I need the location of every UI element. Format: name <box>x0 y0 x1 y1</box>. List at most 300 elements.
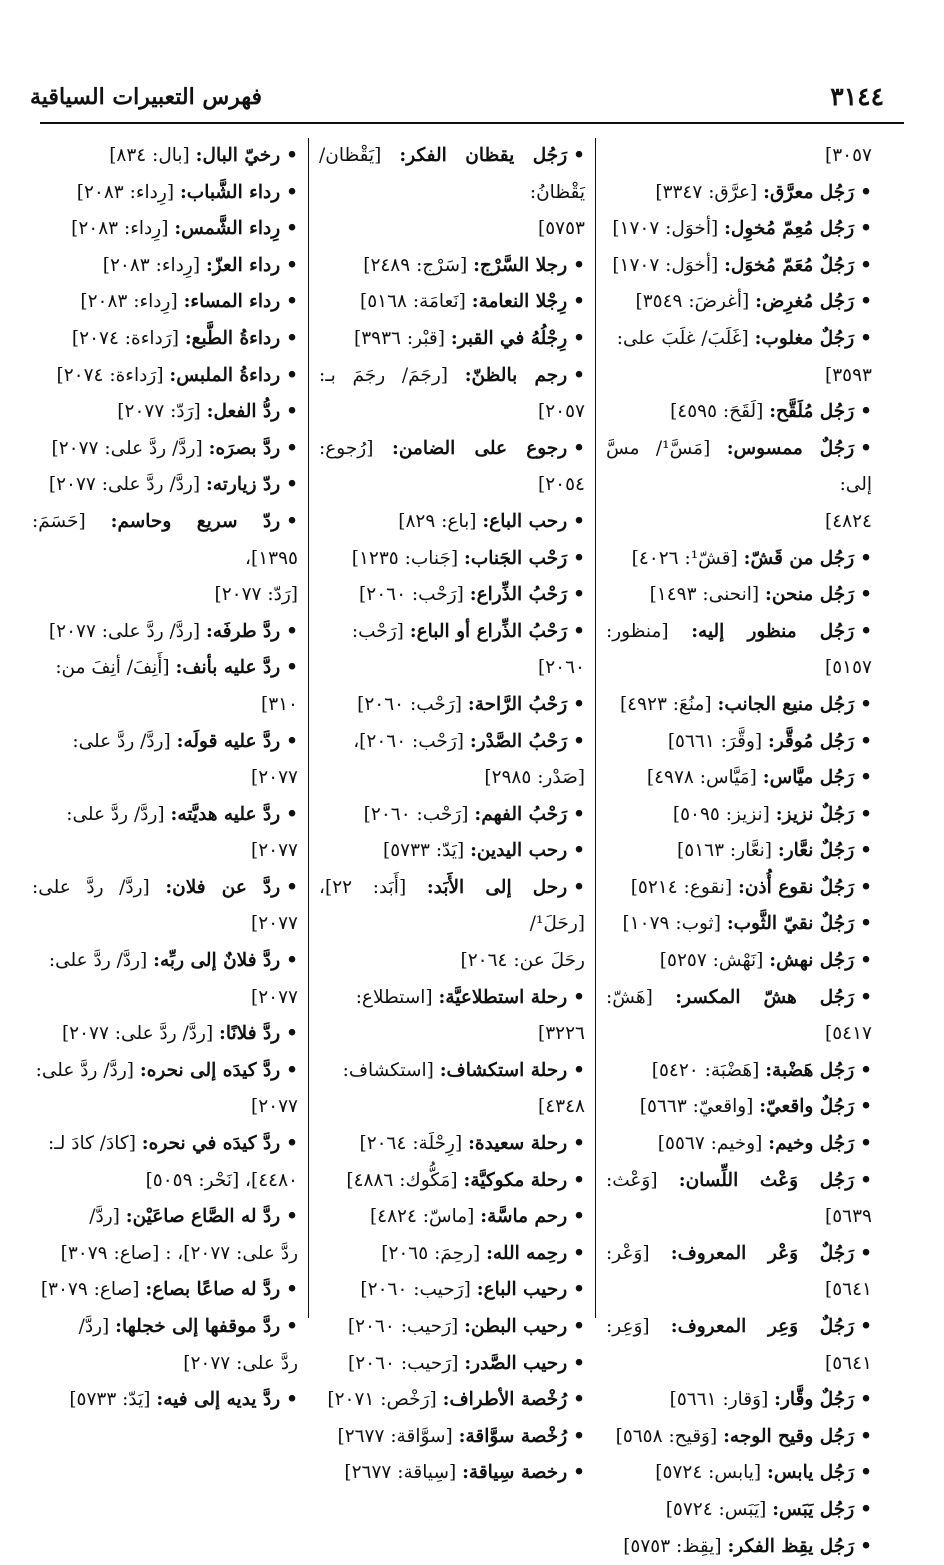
bullet-icon: • <box>860 986 872 1008</box>
bullet-icon: • <box>286 1023 298 1045</box>
entry-reference: [رِداء: ٢٠٨٣] <box>76 181 180 203</box>
entry-reference: [رِداء: ٢٠٨٣] <box>71 218 175 240</box>
column-left <box>22 138 309 1411</box>
entry-term: رَحْب الجَناب: <box>464 547 568 569</box>
index-entry <box>32 284 298 321</box>
bullet-icon: • <box>286 474 298 496</box>
index-entry <box>319 541 585 578</box>
index-entry <box>32 138 298 175</box>
entry-reference: [وَعْث: ٥٦٣٩] <box>606 1169 872 1228</box>
entry-term: رحل إلى الأَبَد: <box>426 876 568 898</box>
entry-reference: [ردَّ/ ردَّ على: <box>72 730 177 752</box>
entry-reference: [هَشّ: ٥٤١٧] <box>606 986 872 1045</box>
index-entry <box>606 1529 872 1565</box>
entry-reference: [وَعْر: ٥٦٤١] <box>606 1242 872 1301</box>
entry-term: ردّ زيارته: <box>206 474 281 496</box>
index-entry <box>319 358 585 431</box>
page-number: ٣١٤٤ <box>830 82 884 111</box>
entry-reference: [استطلاع: <box>355 986 439 1008</box>
index-entry <box>606 577 872 614</box>
entry-term: رحلة استطلاعيَّة: <box>438 986 568 1008</box>
entry-reference: [جَناب: ١٢٣٥] <box>351 547 464 569</box>
bullet-icon: • <box>286 145 298 166</box>
entry-term: رَجُلٌ مُعَمّ مُخوَل: <box>724 254 855 276</box>
index-entry <box>319 1126 585 1163</box>
index-entry <box>606 541 872 578</box>
entry-reference: [انحنى: ١٤٩٣] <box>649 584 765 606</box>
index-entry <box>319 1272 585 1309</box>
entry-reference: [صاع: ٣٠٧٩] <box>40 1279 146 1301</box>
bullet-icon: • <box>573 364 585 386</box>
index-entry <box>606 321 872 358</box>
entry-reference: [رَحْب: ٢٠٦٠] <box>363 803 475 825</box>
bullet-icon: • <box>860 547 872 569</box>
index-entry <box>606 248 872 285</box>
bullet-icon: • <box>286 1389 298 1411</box>
entry-term: ردّ سريع وحاسم: <box>110 510 281 532</box>
index-entry <box>319 1163 585 1200</box>
index-entry <box>606 431 872 504</box>
bullet-icon: • <box>860 693 872 715</box>
entry-term: رداء المساء: <box>183 291 281 313</box>
index-entry <box>606 1492 872 1529</box>
entry-term: رَجُلٌ واقعيّ: <box>759 1096 855 1118</box>
entry-reference: [رَحْب: ٢٠٦٠] <box>357 693 468 715</box>
entry-reference: [ردَّ/ ردَّ على: ٢٠٧٧] <box>48 620 207 642</box>
entry-reference: [باع: ٨٢٩] <box>398 510 483 532</box>
entry-reference: [وقَّرَ: ٥٦٦١] <box>667 730 768 752</box>
entry-term: رَجُل مُغرِض: <box>755 291 855 313</box>
index-entry <box>32 321 298 358</box>
bullet-icon: • <box>860 803 872 825</box>
bullet-icon: • <box>860 1242 872 1264</box>
entry-reference: [ردَّ/ ردَّ على: <box>35 1059 140 1081</box>
index-entry <box>32 870 298 943</box>
entry-reference: [سوَّاقة: ٢٦٧٧] <box>337 1425 459 1447</box>
index-entry <box>32 248 298 285</box>
index-entry <box>32 1382 298 1419</box>
entry-continuation: [رَدّ: ٢٠٧٧] <box>214 584 298 606</box>
index-entry <box>319 1053 585 1090</box>
bullet-icon: • <box>573 1279 585 1301</box>
entry-term: رَجُل مُوقَّر: <box>768 730 855 752</box>
bullet-icon: • <box>860 327 872 349</box>
entry-term: ردَّ كيدَه في نحره: <box>141 1133 281 1155</box>
entry-term: رَجُل معرَّق: <box>763 181 855 203</box>
index-entry <box>606 760 872 797</box>
entry-term: ردَّ طرفَه: <box>206 620 281 642</box>
index-entry <box>32 614 298 651</box>
entry-term: رَجُل ميَّاس: <box>762 767 855 789</box>
entry-term: ردَّ عليه هديَّته: <box>170 803 281 825</box>
entry-reference: [وَعِر: ٥٦٤١] <box>606 1316 872 1374</box>
index-columns <box>22 138 882 1557</box>
index-entry <box>319 1455 585 1492</box>
entry-term: ردَّ موقفها إلى خجلها: <box>115 1316 281 1337</box>
entry-term: رُخْصة الأطراف: <box>442 1389 568 1411</box>
index-entry <box>32 467 298 504</box>
index-entry <box>606 211 872 248</box>
index-entry <box>606 394 872 431</box>
index-entry <box>319 724 585 761</box>
entry-reference: [رحِمَ: ٢٠٦٥] <box>381 1242 487 1264</box>
entry-term: رَحْبُ الذِّراع أو الباع: <box>409 620 568 642</box>
index-entry <box>32 504 298 577</box>
entry-reference: [يَبَس: ٥٧٢٤] <box>665 1498 773 1520</box>
entry-reference: [أَنِفَ/ أنِفَ من: <box>55 657 176 679</box>
entry-reference: [نَهْش: ٥٢٥٧] <box>659 950 770 972</box>
bullet-icon: • <box>860 767 872 789</box>
index-entry <box>606 1126 872 1163</box>
entry-reference: [رَحْب: ٢٠٦٠]، <box>353 730 470 752</box>
entry-reference: [وَقيح: ٥٦٥٨] <box>615 1425 724 1447</box>
entry-term: رجلا السَّرْج: <box>473 254 568 276</box>
bullet-icon: • <box>860 1096 872 1118</box>
entry-term: رَجُل منحن: <box>765 584 855 606</box>
bullet-icon: • <box>860 913 872 935</box>
entry-reference: [نعَّار: ٥١٦٣] <box>677 840 778 862</box>
bullet-icon: • <box>860 950 872 972</box>
entry-term: رَجُل منظور إليه: <box>691 620 855 642</box>
entry-term: ردَّ عليه بأنف: <box>175 657 281 679</box>
entry-reference: [مَيَّاس: ٤٩٧٨] <box>646 767 763 789</box>
index-entry <box>319 1199 585 1236</box>
index-entry <box>606 980 872 1053</box>
index-entry <box>319 1419 585 1456</box>
entry-reference: [ردَّ/ <box>89 1206 126 1228</box>
entry-term: رَجُل وخيم: <box>768 1133 855 1155</box>
entry-term: ردَّ له الصَّاع صاعَيْن: <box>125 1206 281 1228</box>
entry-term: رَجُل هَضْبة: <box>765 1059 855 1081</box>
bullet-icon: • <box>573 1133 585 1155</box>
entry-term: ردَّ عليه قولَه: <box>176 730 281 752</box>
index-entry <box>319 797 585 834</box>
index-entry <box>606 687 872 724</box>
bullet-icon: • <box>286 291 298 313</box>
index-entry <box>319 321 585 358</box>
index-entry <box>32 1309 298 1346</box>
entry-reference: [نزيز: ٥٠٩٥] <box>672 803 776 825</box>
index-entry <box>606 943 872 980</box>
running-title: فهرس التعبيرات السياقية <box>30 84 263 110</box>
index-entry <box>32 943 298 980</box>
entry-continuation: ٢٠٧٧] <box>251 986 298 1008</box>
bullet-icon: • <box>860 181 872 203</box>
entry-continuation: ٣١٠] <box>260 693 298 715</box>
index-entry <box>606 1419 872 1456</box>
bullet-icon: • <box>286 181 298 203</box>
index-entry <box>606 906 872 943</box>
entry-reference: [سِياقة: ٢٦٧٧] <box>344 1462 463 1484</box>
entry-term: رُخْصة سوَّاقة: <box>458 1425 568 1447</box>
bullet-icon: • <box>573 291 585 313</box>
entry-continuation: رحَلَ عن: ٢٠٦٤] <box>460 950 585 972</box>
bullet-icon: • <box>573 620 585 642</box>
index-entry <box>606 1382 872 1419</box>
entry-reference: [وخيم: ٥٥٦٧] <box>657 1133 769 1155</box>
entry-reference: [يقِظ: ٥٧٥٣] <box>623 1535 728 1557</box>
bullet-icon: • <box>573 1316 585 1337</box>
entry-reference: [رَحْب: <box>351 620 410 642</box>
entry-term: رحب الباع: <box>482 510 568 532</box>
entry-term: رحيب الباع: <box>476 1279 568 1301</box>
bullet-icon: • <box>860 876 872 898</box>
index-entry <box>32 1199 298 1236</box>
entry-reference: [أخوَل: ١٧٠٧] <box>612 254 725 276</box>
bullet-icon: • <box>286 803 298 825</box>
entry-term: رِجْلُهُ في القبر: <box>450 327 568 349</box>
entry-reference: [يَدّ: ٥٧٣٣] <box>383 840 471 862</box>
entry-term: رَجُلٌ نعَّار: <box>777 840 855 862</box>
entry-reference: [أَبَد: ٢٢]، [رحَلَ¹/ <box>319 876 585 935</box>
index-entry <box>32 1272 298 1309</box>
entry-term: رَجُل هشّ المكسر: <box>675 986 855 1008</box>
entry-term: رَجُلٌ وقَّار: <box>774 1389 855 1411</box>
index-entry <box>606 1236 872 1309</box>
entry-reference: [رَداءة: ٢٠٧٤] <box>56 364 170 386</box>
bullet-icon: • <box>286 218 298 240</box>
entry-continuation: ٤٨٢٤] <box>825 510 872 532</box>
index-entry <box>606 870 872 907</box>
entry-reference: [رِداء: ٢٠٨٣] <box>102 254 206 276</box>
entry-term: رَجُلٌ ممسوس: <box>726 437 855 459</box>
bullet-icon: • <box>860 1425 872 1447</box>
bullet-icon: • <box>860 840 872 862</box>
entry-reference: [حَسَمَ: ١٣٩٥]، <box>32 510 298 569</box>
bullet-icon: • <box>286 730 298 752</box>
header-rule <box>40 122 904 124</box>
entry-reference: [عرَّق: ٣٣٤٧] <box>655 181 764 203</box>
bullet-icon: • <box>573 1169 585 1191</box>
entry-reference: [ردَّ/ ردَّ على: <box>66 803 171 825</box>
entry-term: رداءةُ الطَّبع: <box>184 327 281 349</box>
index-entry <box>319 687 585 724</box>
entry-reference: [رَداءة: ٢٠٧٤] <box>71 327 185 349</box>
entry-term: رحب اليدين: <box>470 840 568 862</box>
entry-reference: [رِحْلَة: ٢٠٦٤] <box>359 1133 469 1155</box>
entry-reference: [يَدّ: ٥٧٣٣] <box>69 1389 157 1411</box>
index-entry <box>606 797 872 834</box>
entry-reference: [رُجوع: ٢٠٥٤] <box>319 437 585 496</box>
bullet-icon: • <box>860 1535 872 1557</box>
index-entry <box>319 1382 585 1419</box>
bullet-icon: • <box>573 986 585 1008</box>
entry-term: رَحْبُ الصَّدْر: <box>469 730 568 752</box>
entry-term: رَجُل وَعْث اللِّسان: <box>678 1169 855 1191</box>
page-header <box>30 78 884 118</box>
entry-reference: [رَخْص: ٢٠٧١] <box>327 1389 443 1411</box>
entry-term: رحلة مكوكيَّة: <box>463 1169 568 1191</box>
bullet-icon: • <box>573 840 585 862</box>
index-entry <box>32 1126 298 1163</box>
bullet-icon: • <box>286 1316 298 1337</box>
entry-term: رَجُل وقيح الوجه: <box>723 1425 855 1447</box>
entry-reference: [قشّ¹: ٤٠٢٦] <box>631 547 744 569</box>
bullet-icon: • <box>573 510 585 532</box>
bullet-icon: • <box>573 1352 585 1374</box>
bullet-icon: • <box>860 1133 872 1155</box>
index-entry <box>319 1346 585 1383</box>
bullet-icon: • <box>860 620 873 642</box>
entry-continuation: ٥٧٥٣] <box>538 218 585 240</box>
entry-continuation: ٢٠٧٧] <box>251 767 298 789</box>
index-entry <box>319 870 585 943</box>
entry-term: رَجُل مُعِمّ مُخوِل: <box>724 218 855 240</box>
entry-term: رخيّ البال: <box>195 145 281 166</box>
entry-reference: [رِداء: ٢٠٨٣] <box>80 291 184 313</box>
index-entry <box>319 284 585 321</box>
entry-continuation: ٣٢٢٦] <box>538 1023 585 1045</box>
entry-continuation: ٢٠٧٧] <box>251 1096 298 1118</box>
entry-term: رداءةُ الملبس: <box>169 364 281 386</box>
index-entry <box>606 1053 872 1090</box>
entry-continuation: ٢٠٦٠] <box>538 657 585 679</box>
index-entry <box>606 1455 872 1492</box>
entry-reference: [رَحيب: ٢٠٦٠] <box>360 1279 477 1301</box>
index-entry <box>32 797 298 834</box>
index-entry <box>32 211 298 248</box>
bullet-icon: • <box>573 693 585 715</box>
index-entry <box>606 614 872 687</box>
entry-term: رحِمه الله: <box>486 1242 568 1264</box>
entry-term: رَجُل نهش: <box>769 950 855 972</box>
entry-term: رداء العزّ: <box>205 254 281 276</box>
entry-term: رَجُلٌ وَعْر المعروف: <box>670 1242 855 1264</box>
entry-reference: [كادَ/ كادَ لـ: <box>48 1133 142 1155</box>
entry-reference: [نَعامَة: ٥١٦٨] <box>360 291 472 313</box>
index-entry <box>319 1309 585 1346</box>
entry-reference: [ماسّ: ٤٨٢٤] <box>369 1206 481 1228</box>
bullet-icon: • <box>860 437 872 459</box>
entry-continuation: ٢٠٧٧] <box>251 840 298 862</box>
index-entry <box>32 175 298 212</box>
entry-term: رحلة سعيدة: <box>468 1133 568 1155</box>
entry-reference: [ردَّ/ ردَّ على: ٢٠٧٧] <box>48 474 206 496</box>
bullet-icon: • <box>573 254 585 276</box>
bullet-icon: • <box>860 1462 872 1484</box>
index-entry <box>606 1163 872 1236</box>
bullet-icon: • <box>860 584 872 606</box>
entry-term: رَحْبُ الذِّراع: <box>469 584 568 606</box>
bullet-icon: • <box>860 254 872 276</box>
entry-continuation: [صَدْر: ٢٩٨٥] <box>484 767 585 789</box>
entry-continuation: ٤٣٤٨] <box>538 1096 585 1118</box>
bullet-icon: • <box>286 401 298 423</box>
entry-term: رِداء الشَّمس: <box>174 218 281 240</box>
index-entry <box>606 724 872 761</box>
entry-reference: [رَحْب: ٢٠٦٠] <box>359 584 470 606</box>
entry-term: رَجُل يابس: <box>767 1462 855 1484</box>
bullet-icon: • <box>286 364 298 386</box>
index-entry <box>319 138 585 211</box>
index-entry <box>319 614 585 651</box>
index-entry <box>32 1016 298 1053</box>
bullet-icon: • <box>860 218 872 240</box>
entry-reference: [ردَّ/ ردَّ على: ٢٠٧٧] <box>32 876 298 935</box>
index-entry <box>606 1089 872 1126</box>
entry-reference: [غَلَبَ/ غلَبَ على: <box>616 327 755 349</box>
entry-term: رَحْبُ الفهم: <box>474 803 568 825</box>
entry-term: ردَّ فلانٌ إلى ربِّه: <box>153 950 281 972</box>
entry-reference: [مَسَّ¹/ مسَّ إلى: <box>606 437 872 496</box>
entry-reference: [أخوَل: ١٧٠٧] <box>612 218 725 240</box>
bullet-icon: • <box>286 620 298 642</box>
bullet-icon: • <box>286 254 298 276</box>
index-entry <box>606 1309 872 1382</box>
bullet-icon: • <box>860 730 872 752</box>
entry-term: ردَّ كيدَه إلى نحره: <box>139 1059 281 1081</box>
entry-reference: [قبْر: ٣٩٣٦] <box>354 327 451 349</box>
bullet-icon: • <box>573 803 585 825</box>
index-entry <box>606 175 872 212</box>
entry-term: رحيب البطن: <box>464 1316 568 1337</box>
entry-reference: [مَكُّوك: ٤٨٨٦] <box>346 1169 464 1191</box>
entry-term: رَجُلٌ وَعِر المعروف: <box>670 1316 855 1337</box>
entry-term: رَحْبُ الرَّاحة: <box>467 693 568 715</box>
index-entry <box>32 394 298 431</box>
index-entry <box>606 284 872 321</box>
bullet-icon: • <box>573 1206 585 1228</box>
entry-reference: [رَحيب: ٢٠٦٠] <box>348 1352 465 1374</box>
entry-term: ردُّ الفعل: <box>206 401 281 423</box>
bullet-icon: • <box>286 1279 298 1301</box>
index-entry <box>319 833 585 870</box>
entry-reference: [ردَّ/ ردَّ على: ٢٠٧٧] <box>51 437 209 459</box>
entry-term: رَجُل يَبَس: <box>772 1498 855 1520</box>
entry-term: رداء الشَّباب: <box>179 181 281 203</box>
entry-reference: [هَضْبَة: ٥٤٢٠] <box>651 1059 766 1081</box>
index-entry <box>319 577 585 614</box>
bullet-icon: • <box>860 1389 872 1411</box>
entry-term: ردَّ يديه إلى فيه: <box>156 1389 281 1411</box>
entry-reference: [منظور: ٥١٥٧] <box>606 620 872 679</box>
entry-reference: [ردَّ/ <box>78 1316 116 1337</box>
entry-term: ردَّ عن فلان: <box>165 876 281 898</box>
bullet-icon: • <box>573 1059 585 1081</box>
entry-term: رِجْلا النعامة: <box>471 291 568 313</box>
entry-term: رحلة استكشاف: <box>439 1059 568 1081</box>
column-right <box>596 138 882 1557</box>
entry-term: ردَّ له صاعًا بصاع: <box>145 1279 281 1301</box>
entry-term: رجم بالظنّ: <box>464 364 568 386</box>
entry-term: رحم ماسَّة: <box>480 1206 568 1228</box>
bullet-icon: • <box>573 584 585 606</box>
entry-term: ردَّ فلانًا: <box>219 1023 281 1045</box>
bullet-icon: • <box>573 1242 585 1264</box>
index-entry <box>606 833 872 870</box>
entry-term: رَجُلٌ نقوع أُذن: <box>738 876 855 898</box>
bullet-icon: • <box>286 327 298 349</box>
entry-reference: [ثوب: ١٠٧٩] <box>622 913 727 935</box>
entry-reference: [أغرضَ: ٣٥٤٩] <box>635 291 756 313</box>
index-entry <box>319 504 585 541</box>
entry-term: ردَّ بصرَه: <box>208 437 281 459</box>
bullet-icon: • <box>573 730 585 752</box>
entry-reference: [رجَمَ/ رجَمَ بـ: ٢٠٥٧] <box>319 364 585 423</box>
entry-reference: [يابس: ٥٧٢٤] <box>655 1462 767 1484</box>
index-entry <box>319 980 585 1017</box>
bullet-icon: • <box>286 510 298 532</box>
bullet-icon: • <box>573 327 585 349</box>
entry-reference: [استكشاف: <box>342 1059 440 1081</box>
bullet-icon: • <box>860 1316 872 1337</box>
bullet-icon: • <box>573 1462 585 1484</box>
bullet-icon: • <box>860 291 872 313</box>
bullet-icon: • <box>573 145 585 166</box>
entry-continuation: ٣٥٩٣] <box>825 364 872 386</box>
bullet-icon: • <box>860 1169 872 1191</box>
entry-term: رَجُل منيع الجانب: <box>717 693 855 715</box>
